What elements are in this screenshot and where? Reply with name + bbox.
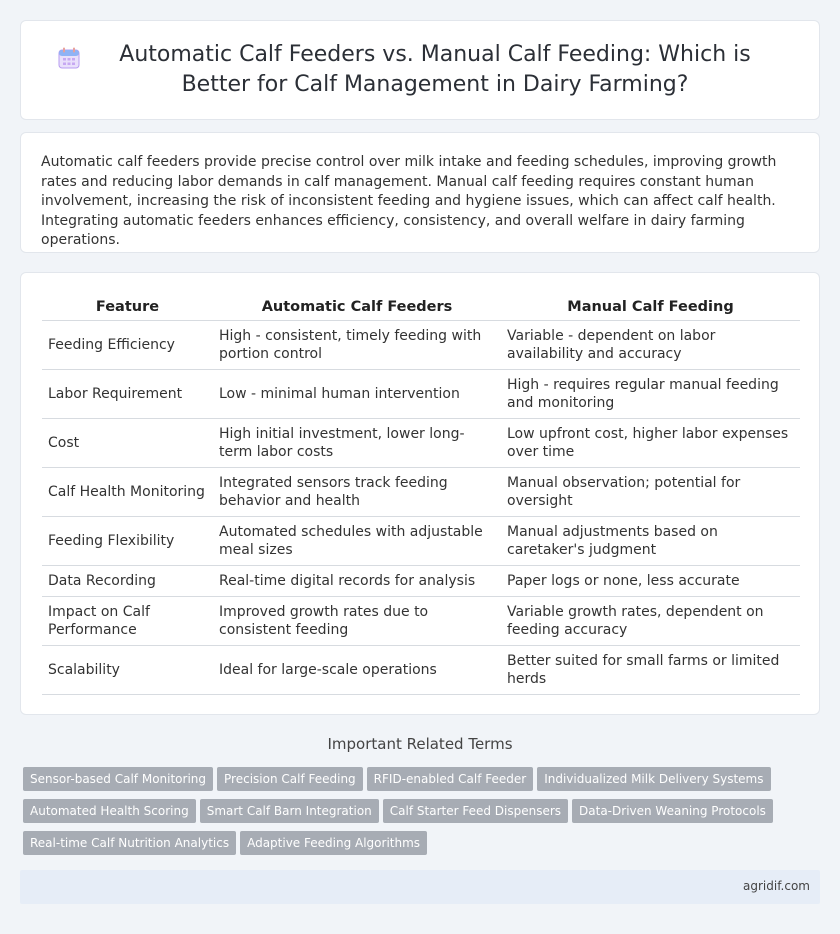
title-card [20, 20, 820, 120]
feature-cell: Scalability [42, 645, 213, 694]
feature-cell: Impact on Calf Performance [42, 596, 213, 645]
automatic-cell: Integrated sensors track feeding behavior and health [213, 467, 501, 516]
feature-cell: Data Recording [42, 565, 213, 596]
automatic-cell: Automated schedules with adjustable meal sizes [213, 516, 501, 565]
manual-cell: Low upfront cost, higher labor expenses over time [501, 418, 800, 467]
table-row [42, 418, 800, 467]
table-row [42, 369, 800, 418]
related-terms-title: Important Related Terms [327, 735, 513, 753]
footer [20, 870, 820, 904]
manual-cell: Variable growth rates, dependent on feeding accuracy [501, 596, 800, 645]
manual-cell: Better suited for small farms or limited herds [501, 645, 800, 694]
feature-cell: Calf Health Monitoring [42, 467, 213, 516]
tag-link[interactable]: Real-time Calf Nutrition Analytics [23, 831, 236, 855]
table-row [42, 320, 800, 369]
tag-link[interactable]: Automated Health Scoring [23, 799, 196, 823]
tag-link[interactable]: RFID-enabled Calf Feeder [367, 767, 534, 791]
feature-cell: Cost [42, 418, 213, 467]
related-terms-tags [23, 767, 813, 863]
footer-site[interactable]: agridif.com [743, 879, 810, 893]
tag-link[interactable]: Precision Calf Feeding [217, 767, 363, 791]
automatic-cell: Real-time digital records for analysis [213, 565, 501, 596]
table-row [42, 516, 800, 565]
feature-cell: Feeding Flexibility [42, 516, 213, 565]
feature-cell: Labor Requirement [42, 369, 213, 418]
tag-link[interactable]: Smart Calf Barn Integration [200, 799, 379, 823]
tag-link[interactable]: Sensor-based Calf Monitoring [23, 767, 213, 791]
manual-cell: High - requires regular manual feeding and monitoring [501, 369, 800, 418]
tag-link[interactable]: Individualized Milk Delivery Systems [537, 767, 770, 791]
tag-link[interactable]: Calf Starter Feed Dispensers [383, 799, 568, 823]
intro-card [20, 132, 820, 253]
manual-cell: Paper logs or none, less accurate [501, 565, 800, 596]
intro-paragraph: Automatic calf feeders provide precise control over milk intake and feeding schedules, improving growth rates and reducing labor demands in calf management. Manual calf feeding requires constant human involvement, increasing the risk of inconsistent feeding and hygiene issues, which can affect calf health. Integrating automatic feeders enhances efficiency, consistency, and overall welfare in dairy farming operations. [41, 154, 777, 248]
tag-link[interactable]: Adaptive Feeding Algorithms [240, 831, 427, 855]
comparison-table [42, 295, 800, 695]
table-row [42, 645, 800, 694]
manual-cell: Variable - dependent on labor availability and accuracy [501, 320, 800, 369]
automatic-cell: Ideal for large-scale operations [213, 645, 501, 694]
feature-cell: Feeding Efficiency [42, 320, 213, 369]
manual-cell: Manual observation; potential for oversight [501, 467, 800, 516]
automatic-cell: Improved growth rates due to consistent feeding [213, 596, 501, 645]
table-header-row [42, 295, 800, 320]
table-row [42, 565, 800, 596]
automatic-cell: Low - minimal human intervention [213, 369, 501, 418]
column-header-manual: Manual Calf Feeding [501, 295, 800, 320]
manual-cell: Manual adjustments based on caretaker's judgment [501, 516, 800, 565]
page-title: Automatic Calf Feeders vs. Manual Calf Feeding: Which is Better for Calf Management in Dairy Farming? [119, 42, 751, 97]
table-row [42, 596, 800, 645]
column-header-automatic: Automatic Calf Feeders [213, 295, 501, 320]
comparison-card [20, 272, 820, 715]
table-row [42, 467, 800, 516]
automatic-cell: High initial investment, lower long-term labor costs [213, 418, 501, 467]
tag-link[interactable]: Data-Driven Weaning Protocols [572, 799, 773, 823]
column-header-feature: Feature [42, 295, 213, 320]
automatic-cell: High - consistent, timely feeding with portion control [213, 320, 501, 369]
